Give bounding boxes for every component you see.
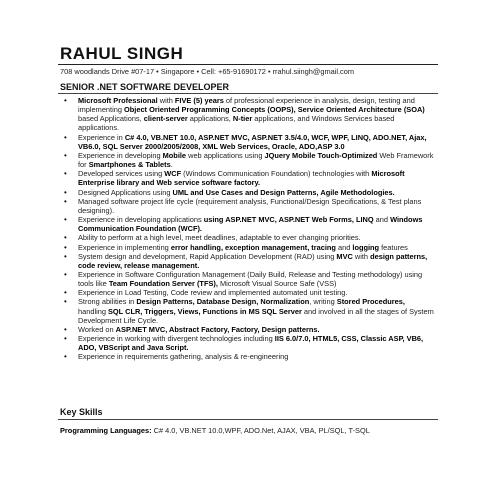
bullet-bold-text: Windows Communication Foundation (WCF). [78,215,423,234]
bullet-bold-text: design patterns, code review, release management. [78,251,428,270]
bullet-text: Experience in developing [78,150,163,160]
bullet-text: and involved in all the stages of System Development Life Cycle. [78,306,434,325]
bullet-text: web applications using [186,150,265,160]
bullet-text: with [352,251,371,261]
bullet-text: Experience in Software Configuration Management (Daily Build, Release and Testing methodology) using tools like [78,269,423,289]
bullet-bold-text: JQuery Mobile Touch-Optimized [264,150,378,160]
bullet-bold-text: Design Patterns, Database Design, Normalization [136,297,310,307]
bullet-text: (Windows Communication Foundation) technologies with [181,169,372,179]
bullet-text: Experience in Load Testing, Code review and implemented automated unit testing. [78,288,348,298]
bullet-text: . [170,160,173,170]
bullet-text: applications, [187,114,233,124]
bullet-text: System design and development, Rapid Application Development (RAD) using [78,251,337,261]
bullet-text: Designed Applications using [78,187,173,197]
bullet-bold-text: Smartphones & Tablets [88,160,171,170]
bullet-text: Worked on [78,324,116,334]
contact-line: 708 woodlands Drive #07-17 • Singapore • Cell: +65-91690172 • rrahul.siingh@gmail.com [60,67,355,76]
programming-languages-line [60,426,370,435]
bullet-text: Experience in requirements gathering, analysis & re-engineering [78,352,289,362]
experience-bullet [64,151,434,169]
experience-bullet-list [64,96,434,362]
programming-languages-value: C# 4.0, VB.NET 10.0,WPF, ADO.Net, AJAX, VBA, PL/SQL, T-SQL [151,426,370,435]
bullet-bold-text: Microsoft Professional [78,96,158,105]
experience-bullet [64,96,434,133]
bullet-bold-text: SQL CLR, Triggers, Views, Functions in MS SQL Server [108,306,302,316]
experience-bullet [64,288,434,297]
experience-bullet [64,270,434,288]
experience-bullet [64,188,434,197]
bullet-text: Ability to perform at a high level, meet deadlines, adaptable to ever changing priorities. [78,233,361,243]
header-divider [58,64,438,65]
bullet-text: Experience in working with divergent technologies including [78,334,275,344]
experience-bullet [64,133,434,151]
experience-bullet [64,352,434,361]
bullet-bold-text: using ASP.NET MVC, ASP.NET Web Forms, LINQ [203,215,374,225]
bullet-text: Web Framework for [78,150,434,170]
experience-bullet [64,325,434,334]
bullet-bold-text: MVC [336,251,353,261]
experience-bullet [64,233,434,242]
bullet-text: of professional experience in analysis, design, testing and implementing [78,96,415,115]
experience-bullet [64,243,434,252]
bullet-bold-text: WCF [164,169,182,179]
bullet-text: , writing [309,297,337,307]
experience-bullet [64,252,434,270]
bullet-text: handling [78,306,108,316]
experience-section-title: SENIOR .NET SOFTWARE DEVELOPER [60,82,230,92]
experience-bullet [64,334,434,352]
bullet-bold-text: Object Oriented Programming Concepts (OOPS), Service Oriented Architecture (SOA) [124,105,425,115]
experience-bullet [64,297,434,324]
experience-bullet [64,169,434,187]
bullet-bold-text: Mobile [162,150,187,160]
programming-languages-label: Programming Languages: [60,426,152,435]
bullet-text: features [379,242,408,252]
bullet-bold-text: error handling, exception management, tracing [170,242,336,252]
bullet-text: Experience in implementing [78,242,171,252]
experience-bullet [64,215,434,233]
bullet-text: Microsoft Visual Source Safe (VSS) [217,279,337,289]
bullet-text: and [373,215,391,225]
key-skills-title: Key Skills [60,407,103,417]
bullet-bold-text: C# 4.0, VB.NET 10.0, ASP.NET MVC, ASP.NET 3.5/4.0, WCF, WPF, LINQ, ADO.NET, Ajax, VB6.0, SQL Server 2000/2005/2008, XML Web Services, Oracle, ADO,ASP 3.0 [78,132,427,151]
bullet-text: Developed services using [78,169,165,179]
bullet-bold-text: Team Foundation Server (TFS), [108,279,218,289]
bullet-bold-text: Stored Procedures, [336,297,405,307]
experience-bullet [64,197,434,215]
bullet-text: based Applications, [78,114,144,124]
bullet-bold-text: IIS 6.0/7.0, HTML5, CSS, Classic ASP, VB6, ADO, VBScript and Java Script. [78,334,424,353]
bullet-text: Experience in [78,132,125,142]
bullet-bold-text: N-tier [232,114,253,124]
experience-divider [58,93,438,94]
bullet-bold-text: UML and Use Cases and Design Patterns, Agile Methodologies. [172,187,395,197]
bullet-text: and [335,242,353,252]
bullet-bold-text: Microsoft Enterprise library and Web service software factory. [78,169,405,188]
bullet-text: Experience in developing applications [78,215,204,225]
key-skills-divider [58,419,438,420]
bullet-text: Strong abilities in [78,297,137,307]
candidate-name: RAHUL SINGH [60,44,184,63]
bullet-text: Managed software project life cycle (requirement analysis, Functional/Design Specifications, & Test plans designing). [78,196,422,215]
bullet-text: with [157,96,175,105]
bullet-bold-text: ASP.NET MVC, Abstract Factory, Factory, Design patterns. [115,324,320,334]
bullet-bold-text: logging [352,242,380,252]
bullet-bold-text: FIVE (5) years [174,96,224,105]
bullet-text: applications, and Windows Services based applications. [78,114,395,133]
bullet-bold-text: client-server [143,114,188,124]
